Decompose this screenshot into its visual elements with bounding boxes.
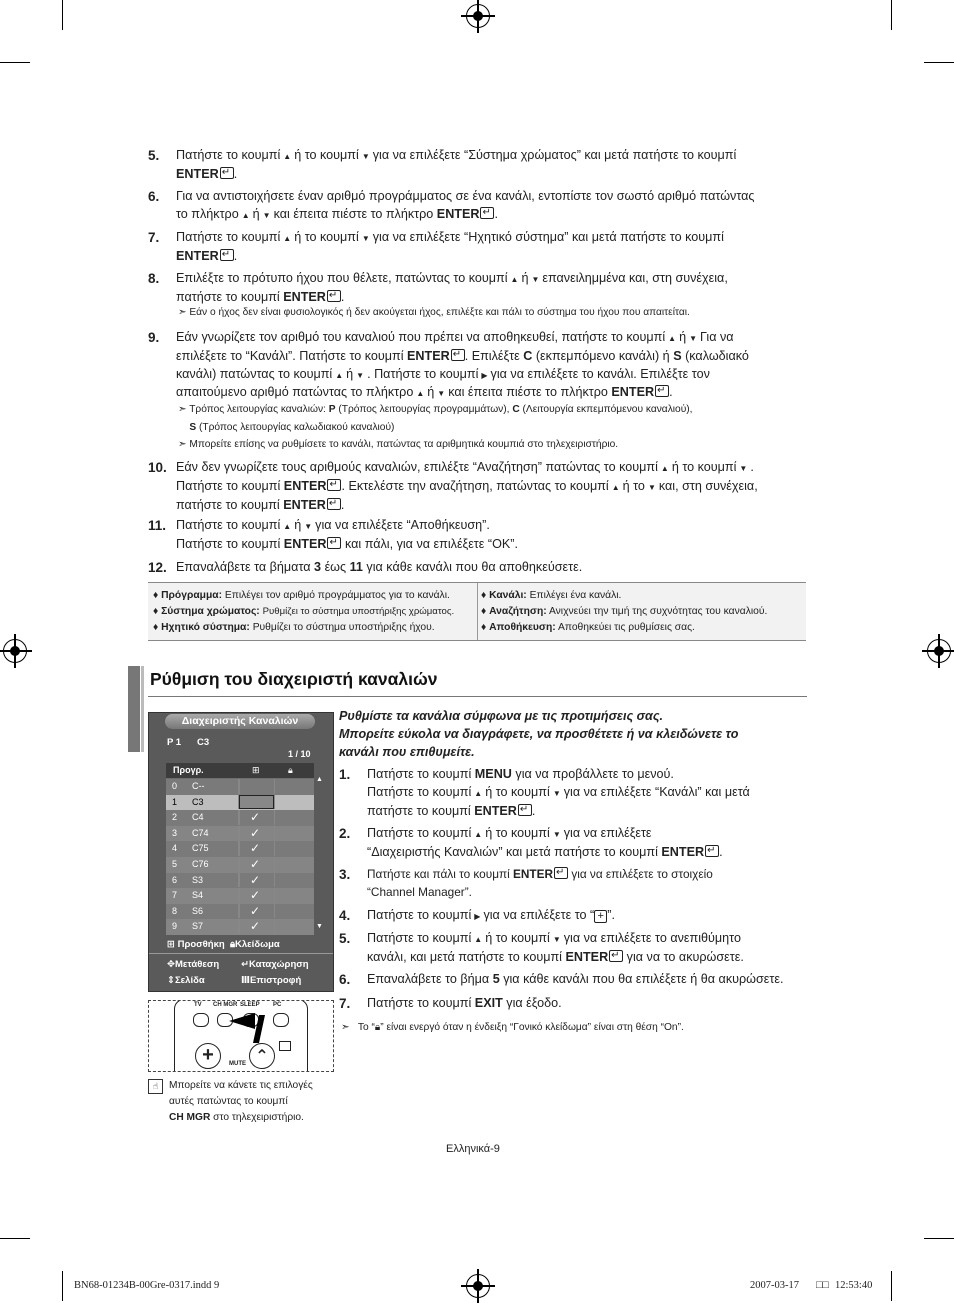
osd-row-channel: S3 bbox=[192, 874, 204, 885]
check-icon[interactable]: ✓ bbox=[250, 857, 261, 871]
osd-title: Διαχειριστής Καναλιών bbox=[165, 714, 315, 729]
osd-row-num: 8 bbox=[172, 905, 178, 916]
check-icon[interactable]: ✓ bbox=[250, 872, 261, 887]
lock-icon: 🔒︎ bbox=[374, 1022, 381, 1033]
osd-row-channel: C75 bbox=[192, 843, 209, 854]
plus-button[interactable]: + bbox=[195, 1043, 221, 1069]
osd-selection-box[interactable] bbox=[239, 795, 274, 809]
page-number: Ελληνικά-9 bbox=[446, 1143, 500, 1155]
osd-row-num: 5 bbox=[172, 859, 178, 869]
check-icon[interactable]: ✓ bbox=[250, 919, 261, 934]
step-12: 12. Επαναλάβετε τα βήματα 3 έως 11 για κάθε κανάλι που θα αποθηκεύσετε. bbox=[148, 560, 583, 575]
footer-file: BN68-01234B-00Gre-0317.indd 9 bbox=[74, 1280, 220, 1291]
osd-channel-row[interactable] bbox=[166, 810, 314, 827]
osd-program: P 1 bbox=[167, 737, 182, 748]
osd-channel-row[interactable] bbox=[166, 919, 314, 936]
step-7: 7. Πατήστε το κουμπί▲ ή το κουμπί▼ για να επιλέξετε “Ηχητικό σύστημα” και μετά πατήστε το κουμπί ENTER↵ . bbox=[148, 229, 808, 266]
step-6: 6. Για να αντιστοιχήσετε έναν αριθμό προγράμματος σε ένα κανάλι, εντοπίστε τον σωστό αριθμό πατώντας το πλήκτρο▲ ή▼ και έπειτα πιέστε το πλήκτρο ENTER↵ . bbox=[148, 188, 808, 225]
pc-button[interactable] bbox=[273, 1013, 289, 1027]
osd-channel-row[interactable] bbox=[166, 857, 314, 874]
lock-icon: 🔒︎ bbox=[229, 939, 236, 950]
crop-mark bbox=[924, 62, 954, 63]
registration-mark-icon bbox=[466, 1274, 490, 1298]
osd-row-num: 7 bbox=[172, 890, 178, 901]
section-title: Ρύθμιση του διαχειριστή καναλιών bbox=[150, 669, 438, 689]
osd-row-num: 3 bbox=[172, 827, 178, 838]
check-icon[interactable]: ✓ bbox=[250, 841, 261, 856]
note-sound: ➣ Εάν ο ήχος δεν είναι φυσιολογικός ή δεν ακούγεται ήχος, επιλέξτε και πάλι το σύστημα του ήχου που απαιτείται. bbox=[178, 307, 690, 318]
step-9: 9. Εάν γνωρίζετε τον αριθμό του καναλιού που πρέπει να αποθηκευθεί, πατήστε το κουμπί▲ ή▼ Για να επιλέξετε το “Κανάλι”. Πατήστε το κουμπί ENTER↵ . Επιλέξτε C (εκπεμπόμενο κανάλι) ή S (καλωδιακό κανάλι) πατώντας το κουμπί▲ ή▼ . Πατήστε το κουμπί▶ για να επιλέξετε το κανάλι. Επιλέξτε τον απαιτούμενο αριθμό πατώντας το πλήκτρο▲ ή▼ και έπειτα πιέστε το πλήκτρο ENTER↵ . bbox=[148, 329, 808, 403]
page-icon: ⇕ bbox=[167, 975, 175, 986]
subtitle-button[interactable] bbox=[279, 1041, 291, 1051]
osd-row-num: 4 bbox=[172, 843, 178, 854]
check-icon[interactable]: ✓ bbox=[250, 903, 261, 918]
rstep-6: 6. Επαναλάβετε το βήμα 5 για κάθε κανάλι που θα επιλέξετε ή θα ακυρώσετε. bbox=[339, 972, 784, 987]
section-bar bbox=[128, 666, 140, 752]
check-icon[interactable]: ✓ bbox=[250, 825, 261, 840]
section-bar bbox=[141, 666, 144, 752]
crop-mark bbox=[891, 0, 892, 30]
osd-row-num: 9 bbox=[172, 921, 178, 932]
osd-row-num: 1 bbox=[172, 796, 178, 807]
lock-note: ➣ Το “🔒︎” είναι ενεργό όταν η ένδειξη “Γονικό κλείδωμα” είναι στη θέση “On”. bbox=[341, 1022, 684, 1033]
crop-mark bbox=[0, 1238, 30, 1239]
footer-boxes: □□ bbox=[816, 1280, 829, 1291]
add-icon: + bbox=[594, 910, 607, 923]
osd-header-prog: Προγρ. bbox=[173, 765, 204, 775]
add-icon: ⊞ bbox=[167, 939, 175, 950]
osd-channel-row[interactable] bbox=[166, 826, 314, 843]
remote-note: ☝ Μπορείτε να κάνετε τις επιλογές αυτές πατώντας το κουμπί CH MGR στο τηλεχειριστήριο. bbox=[148, 1078, 338, 1126]
crop-mark bbox=[924, 1238, 954, 1239]
osd-page-count: 1 / 10 bbox=[288, 749, 311, 759]
tv-button[interactable] bbox=[193, 1013, 209, 1027]
rstep-2: 2. Πατήστε το κουμπί▲ ή το κουμπί▼ για να επιλέξετε “Διαχειριστής Καναλιών” και μετά πατήστε το κουμπί ENTER↵ . bbox=[339, 825, 809, 862]
osd-row-channel: S6 bbox=[192, 905, 204, 916]
osd-row-num: 2 bbox=[172, 812, 178, 823]
rstep-1: 1. Πατήστε το κουμπί MENU για να προβάλλετε το μενού. Πατήστε το κουμπί▲ ή το κουμπί▼ για να επιλέξετε “Κανάλι” και μετά πατήστε το κουμπί ENTER↵ . bbox=[339, 766, 809, 820]
pointer-arrow-icon bbox=[229, 1011, 269, 1043]
crop-mark bbox=[891, 1271, 892, 1301]
rstep-4: 4. Πατήστε το κουμπί▶ για να επιλέξετε το “ + ”. bbox=[339, 907, 809, 926]
osd-row-channel: C74 bbox=[192, 827, 209, 838]
hand-icon: ☝ bbox=[148, 1079, 163, 1094]
osd-row-channel: C76 bbox=[192, 859, 209, 869]
scroll-down-icon[interactable]: ▼ bbox=[316, 923, 323, 930]
section-intro: Ρυθμίστε τα κανάλια σύμφωνα με τις προτιμήσεις σας. Μπορείτε εύκολα να διαγράφετε, να προσθέτετε ή να κλειδώνετε το κανάλι που επιθυμείτε. bbox=[339, 709, 739, 759]
crop-mark bbox=[0, 62, 30, 63]
registration-mark-icon bbox=[927, 639, 951, 663]
remote-illustration: TV CH MGR SLEEP PC + ⌃ MUTE bbox=[148, 1000, 334, 1072]
channel-manager-osd: Διαχειριστής Καναλιών P 1 C3 1 / 10 Προγρ. ⊞ 🔒︎ ▲ ▼ ⊞ Προσθήκη 🔒︎Κλείδωμα ✥Μετάθεση ↵Καταχώρηση ⇕Σελίδα ⅢΕπιστροφή 0 C-- 1 C3 2 C4 ✓ 3 C74 ✓ 4 C75 ✓ 5 C76 ✓ 6 S3 ✓ 7 S4 ✓ 8 S6 ✓ 9 S7 ✓ bbox=[148, 712, 334, 992]
rstep-5: 5. Πατήστε το κουμπί▲ ή το κουμπί▼ για να επιλέξετε το ανεπιθύμητο κανάλι, και μετά πατήστε το κουμπί ENTER↵ για να το ακυρώσετε. bbox=[339, 930, 809, 967]
osd-row-num: 6 bbox=[172, 874, 178, 885]
osd-channel-row[interactable] bbox=[166, 779, 314, 796]
step-11: 11. Πατήστε το κουμπί▲ ή▼ για να επιλέξετε “Αποθήκευση”. Πατήστε το κουμπί ENTER↵ και πάλι, για να επιλέξετε “OK”. bbox=[148, 517, 808, 554]
crop-mark bbox=[62, 0, 63, 30]
enter-icon: ↵ bbox=[241, 959, 249, 970]
osd-row-channel: S7 bbox=[192, 921, 204, 932]
info-box: ♦ Πρόγραμμα: Επιλέγει τον αριθμό προγράμματος για το κανάλι. ♦ Σύστημα χρώματος: Ρυθμίζει το σύστημα υποστήριξης χρώματος. ♦ Ηχητικό σύστημα: Ρυθμίζει το σύστημα υποστήριξης ήχου. ♦ Κανάλι: Επιλέγει ένα κανάλι. ♦ Αναζήτηση: Ανιχνεύει την τιμή της συχνότητας του καναλιού. ♦ Αποθήκευση: Αποθηκεύει τις ρυθμίσεις σας. bbox=[148, 582, 806, 641]
section-divider bbox=[148, 696, 807, 697]
step-5: 5. Πατήστε το κουμπί▲ ή το κουμπί▼ για να επιλέξετε “Σύστημα χρώματος” και μετά πατήστε το κουμπί ENTER↵ . bbox=[148, 147, 808, 184]
add-icon: ⊞ bbox=[252, 765, 260, 775]
osd-channel-row[interactable] bbox=[166, 888, 314, 905]
registration-mark-icon bbox=[466, 4, 490, 28]
return-icon: Ⅲ bbox=[241, 975, 250, 986]
osd-row-channel: C-- bbox=[192, 781, 205, 791]
lock-icon: 🔒︎ bbox=[288, 765, 293, 775]
crop-mark bbox=[62, 1271, 63, 1301]
osd-channel-row[interactable] bbox=[166, 873, 314, 890]
scroll-up-icon[interactable]: ▲ bbox=[316, 776, 323, 783]
registration-mark-icon bbox=[3, 639, 27, 663]
check-icon[interactable]: ✓ bbox=[250, 888, 261, 903]
footer-date: 2007-03-17 bbox=[750, 1280, 799, 1291]
note-channel-modes: ➣ Τρόπος λειτουργίας καναλιών: P (Τρόπος λειτουργίας προγραμμάτων), C (Λειτουργία εκπεμπόμενου καναλιού), S (Τρόπος λειτουργίας καλωδιακού καναλιού) ➣ Μπορείτε επίσης να ρυθμίσετε το κανάλι, πατώντας τα αριθμητικά κουμπιά στο τηλεχειριστήριο. bbox=[178, 404, 693, 450]
step-10: 10. Εάν δεν γνωρίζετε τους αριθμούς καναλιών, επιλέξτε “Αναζήτηση” πατώντας το κουμπί▲ ή το κουμπί▼ . Πατήστε το κουμπί ENTER↵ . Εκτελέστε την αναζήτηση, πατώντας το κουμπί▲ ή το▼ και, στη συνέχεια, πατήστε το κουμπί ENTER↵ . bbox=[148, 459, 808, 514]
osd-channel-row[interactable] bbox=[166, 904, 314, 921]
osd-row-channel: C4 bbox=[192, 812, 204, 823]
rstep-7: 7. Πατήστε το κουμπί EXIT για έξοδο. bbox=[339, 996, 562, 1011]
check-icon[interactable]: ✓ bbox=[250, 810, 261, 825]
osd-row-channel: S4 bbox=[192, 890, 204, 901]
rstep-3: 3. Πατήστε και πάλι το κουμπί ENTER↵ για να επιλέξετε το στοιχείο “Channel Manager”. bbox=[339, 866, 809, 902]
osd-row-num: 0 bbox=[172, 781, 178, 791]
osd-channel-row[interactable] bbox=[166, 841, 314, 858]
osd-channel-row[interactable] bbox=[166, 795, 314, 812]
step-8: 8. Επιλέξτε το πρότυπο ήχου που θέλετε, πατώντας το κουμπί▲ ή▼ επανειλημμένα και, στη συνέχεια, πατήστε το κουμπί ENTER↵ . bbox=[148, 270, 808, 307]
footer-time: 12:53:40 bbox=[835, 1280, 873, 1291]
osd-channel: C3 bbox=[197, 737, 210, 748]
move-icon: ✥ bbox=[167, 959, 175, 970]
osd-row-channel: C3 bbox=[192, 796, 204, 807]
up-button[interactable]: ⌃ bbox=[249, 1043, 275, 1069]
